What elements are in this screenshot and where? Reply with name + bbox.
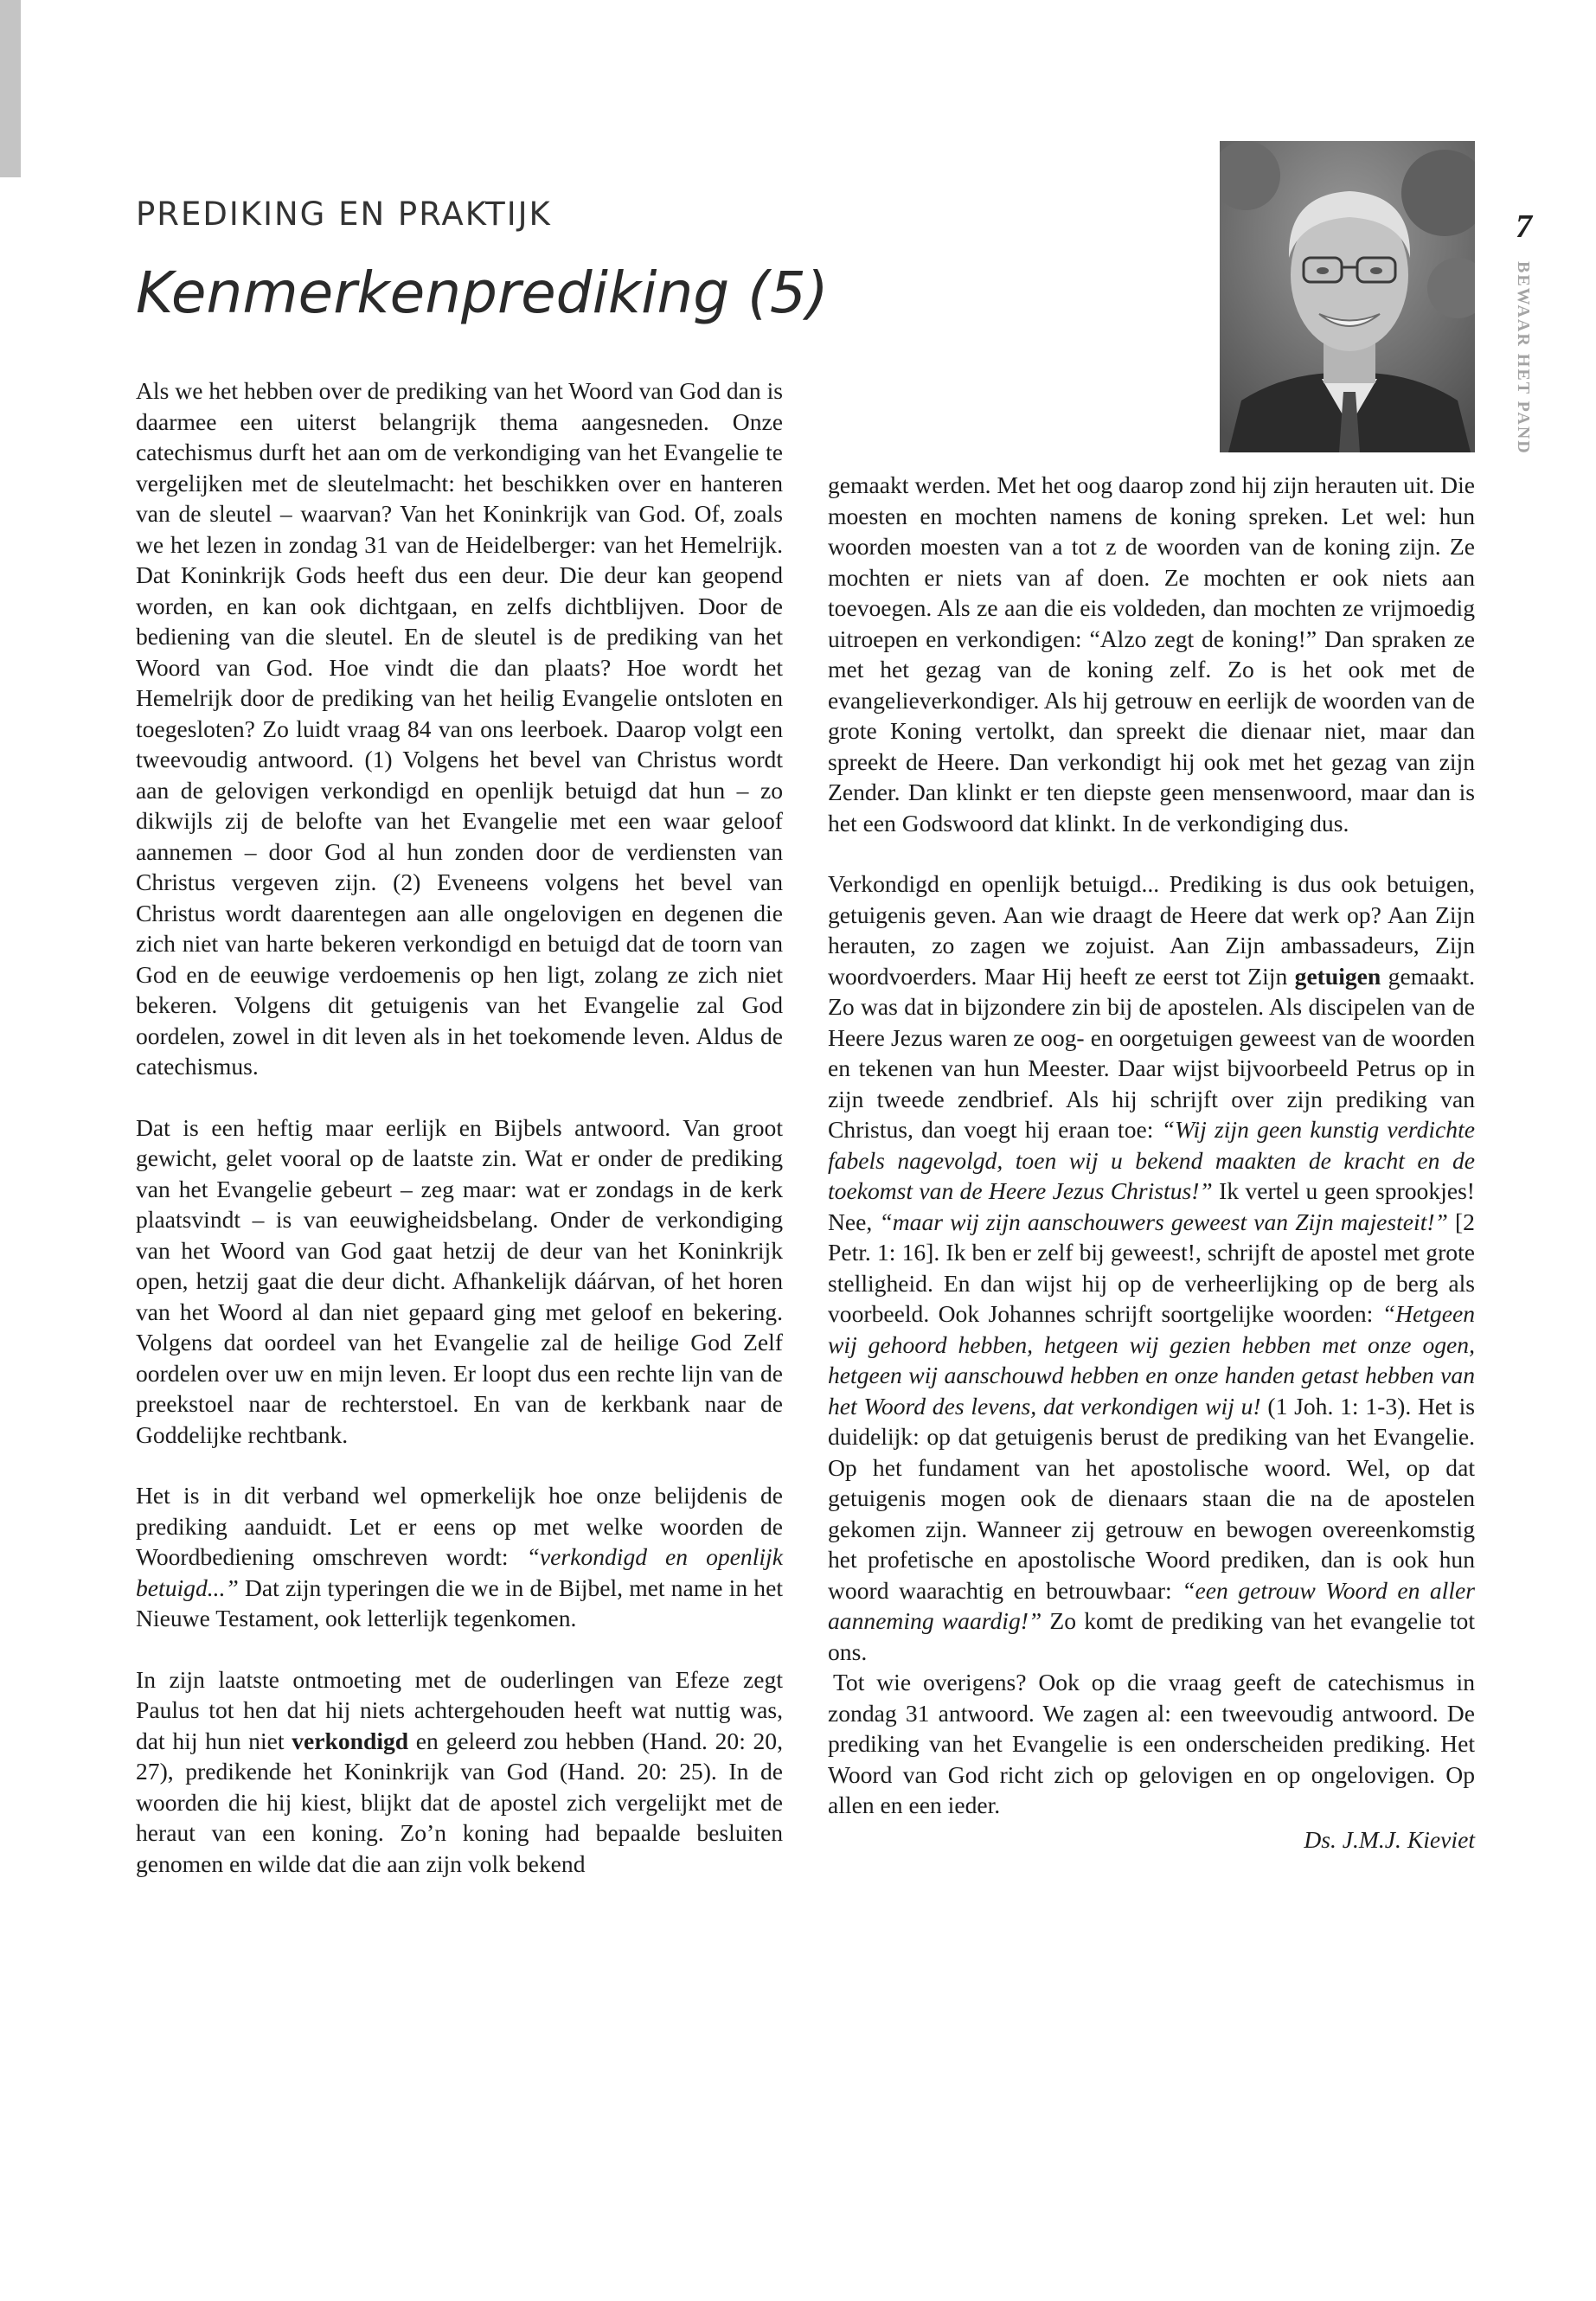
left-column xyxy=(136,375,783,1879)
quote: “Hetgeen wij gehoord hebben, hetgeen wij gezien hebben met onze ogen, hetgeen wij aanschouwd hebben en onze handen getast hebben van het Woord des levens, dat verkondigen wij u! xyxy=(828,1300,1475,1420)
text-run: Zo komt de prediking van het evangelie tot ons. xyxy=(828,1607,1475,1665)
magazine-sidebar-label: BEWAAR HET PAND xyxy=(1514,261,1533,455)
section-label: PREDIKING EN PRAKTIJK xyxy=(136,195,552,233)
text-run: [2 Petr. 1: 16]. Ik ben er zelf bij geweest!, schrijft de apostel met grote stelligheid. En dan wijst hij op de verheerlijking op de berg als voorbeeld. Ook Johannes schrijft soortgelijke woorden: xyxy=(828,1208,1475,1327)
quote: “een getrouw Woord en aller aanneming waardig!” xyxy=(828,1576,1475,1634)
emphasis: getuigen xyxy=(1294,962,1381,990)
paragraph xyxy=(136,1480,783,1634)
page-number: 7 xyxy=(1516,208,1532,245)
text-run: Het is in dit verband wel opmerkelijk hoe onze belijdenis de prediking aanduidt. Let er eens op met welke woorden de Woordbediening omschreven wordt: xyxy=(136,1482,783,1570)
text-run: Dat zijn typeringen die we in de Bijbel, met name in het Nieuwe Testament, ook letterlijk tegenkomen. xyxy=(136,1574,783,1631)
author-photo xyxy=(1220,141,1475,452)
text-run: In zijn laatste ontmoeting met de ouderlingen van Efeze zegt Paulus tot hen dat hij niets achtergehouden heeft wat nuttig was, dat hij hun niet xyxy=(136,1665,783,1754)
quote: “maar wij zijn aanschouwers geweest van Zijn majesteit!” xyxy=(879,1208,1448,1235)
paragraph: gemaakt werden. Met het oog daarop zond hij zijn herauten uit. Die moesten en mochten namens de koning spreken. Let wel: hun woorden moesten van a tot z de woorden van de koning zijn. Ze mochten er niets van af doen. Ze mochten er ook niets aan toevoegen. Als ze aan die eis voldeden, dan mochten ze vrijmoedig uitroepen en verkondigen: “Alzo zegt de koning!” Dan spraken ze met het gezag van de koning zelf. Zo is het ook met de evangelieverkondiger. Als hij getrouw en eerlijk de woorden van de grote Koning vertolkt, dan spreekt die dienaar niet, maar dan spreekt de Heere. Dan verkondigt hij ook met het gezag van zijn Zender. Dan klinkt er ten diepste geen mensenwoord, maar dan is het een Godswoord dat klinkt. In de verkondiging dus. xyxy=(828,471,1475,836)
text-run: Verkondigd en openlijk betuigd... Prediking is dus ook betuigen, getuigenis geven. Aan wie draagt de Heere dat werk op? Aan Zijn herauten, zo zagen we zojuist. Aan Zijn ambassadeurs, Zijn woordvoerders. Maar Hij heeft ze eerst tot Zijn xyxy=(828,870,1475,990)
page-edge-tab xyxy=(0,0,21,177)
text-run: (1 Joh. 1: 1-3). Het is duidelijk: op dat getuigenis berust de prediking van het Evangelie. Op het fundament van het apostolische woord. Wel, op dat getuigenis mogen ook de dienaars staan die na de apostelen gekomen zijn. Wanneer zij getrouw en bewogen overeenkomstig het profetische en apostolische Woord prediken, dan is ook hun woord waarachtig en betrouwbaar: xyxy=(828,1392,1476,1604)
paragraph xyxy=(136,1664,783,1880)
paragraph: Als we het hebben over de prediking van het Woord van God dan is daarmee een uiterst belangrijk thema aangesneden. Onze catechismus durft het aan om de verkondiging van het Evangelie te vergelijken met de sleutelmacht: het beschikken over en hanteren van de sleutel – waarvan? Van het Koninkrijk van God. Of, zoals we het lezen in zondag 31 van de Heidelberger: van het Hemelrijk. Dat Koninkrijk Gods heeft dus een deur. Die deur kan geopend worden, en kan ook dichtgaan, en zelfs dichtblijven. Door de bediening van die sleutel. En de sleutel is de prediking van het Woord van God. Hoe vindt die dan plaats? Hoe wordt het Hemelrijk door de prediking van het heilig Evangelie ontsloten en toegesloten? Zo luidt vraag 84 van ons leerboek. Daarop volgt een tweevoudig antwoord. (1) Volgens het bevel van Christus wordt aan de gelovigen verkondigd en openlijk betuigd dat hun – zo dikwijls zij de belofte van het Evangelie met een waar geloof aannemen – door God al hun zonden door de verdiensten van Christus vergeven zijn. (2) Eveneens volgens het bevel van Christus wordt daarentegen aan alle ongelovigen en degenen die zich niet van harte bekeren verkondigd en betuigd dat de toorn van God en de eeuwige verdoemenis op hen ligt, zolang ze zich niet bekeren. Volgens dit getuigenis van het Evangelie zal God oordelen, zowel in dit leven als in het toekomende leven. Aldus de catechismus. xyxy=(136,377,783,1080)
paragraph: Dat is een heftig maar eerlijk en Bijbels antwoord. Van groot gewicht, gelet vooral op de laatste zin. Wat er onder de prediking van het Evangelie gebeurt – zeg maar: wat er zondags in de kerk plaatsvindt – is van eeuwigheidsbelang. Onder de verkondiging van het Woord van God gaat hetzij de deur van het Koninkrijk open, hetzij gaat die deur dicht. Afhankelijk dáárvan, of het horen van het Woord al dan niet gepaard ging met geloof en bekering. Volgens dat oordeel van het Evangelie zal de heilige God Zelf oordelen over uw en mijn leven. Er loopt dus een rechte lijn van de preekstoel naar de rechterstoel. En van de kerkbank naar de Goddelijke rechtbank. xyxy=(136,1113,783,1448)
author-signature: Ds. J.M.J. Kieviet xyxy=(1304,1825,1475,1853)
quote: “Wij zijn geen kunstig verdichte fabels nagevolgd, toen wij u bekend maakten de kracht en de toekomst van de Heere Jezus Christus!” xyxy=(828,1116,1475,1204)
quote: “verkondigd en openlijk betuigd...” xyxy=(136,1543,783,1601)
text-run: en geleerd zou hebben (Hand. 20: 20, 27), predikende het Koninkrijk van God (Hand. 20: 25). In de woorden die hij kiest, blijkt dat de apostel zich vergelijkt met de heraut van een koning. Zo’n koning had bepaalde besluiten genomen en wilde dat die aan zijn volk bekend xyxy=(136,1727,783,1877)
text-run: gemaakt. Zo was dat in bijzondere zin bij de apostelen. Als discipelen van de Heere Jezus waren ze oog- en oorgetuigen geweest van de woorden en tekenen van hun Meester. Daar wijst bijvoorbeeld Petrus op in zijn tweede zendbrief. Als hij schrijft over zijn prediking van Christus, dan voegt hij eraan toe: xyxy=(828,962,1476,1143)
article-title: Kenmerkenprediking (5) xyxy=(136,260,829,326)
right-column xyxy=(828,470,1475,1855)
paragraph: Tot wie overigens? Ook op die vraag geeft de catechismus in zondag 31 antwoord. We zagen al: een tweevoudig antwoord. De prediking van het Evangelie is een onderscheiden prediking. Het Woord van God richt zich op gelovigen en op ongelovigen. Op allen en een ieder. xyxy=(828,1669,1475,1818)
portrait-image xyxy=(1220,141,1475,452)
paragraph xyxy=(828,868,1475,1667)
emphasis: verkondigd xyxy=(292,1727,409,1754)
text-run: Ik vertel u geen sprookjes! Nee, xyxy=(828,1177,1475,1235)
